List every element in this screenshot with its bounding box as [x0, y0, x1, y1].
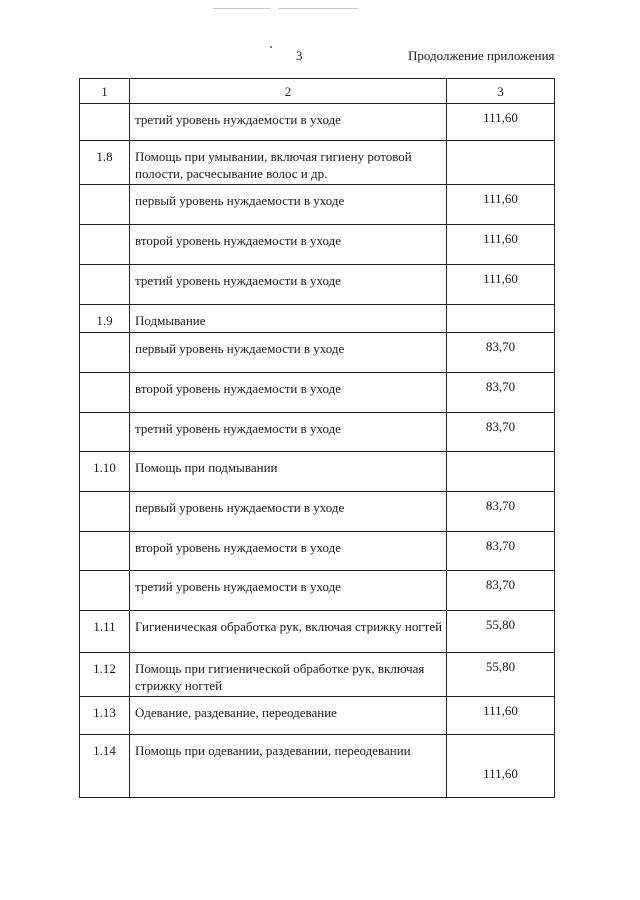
row-value: 111,60 — [447, 697, 555, 735]
table-row — [80, 735, 555, 798]
row-description: третий уровень нуждаемости в уходе — [130, 571, 447, 611]
table-row — [80, 185, 555, 225]
row-description: Гигиеническая обработка рук, включая стрижку ногтей — [130, 611, 447, 653]
row-value: 83,70 — [447, 333, 555, 373]
row-number: 1.13 — [80, 697, 130, 735]
tariff-table — [79, 78, 555, 798]
row-value: 55,80 — [447, 611, 555, 653]
row-number: 1.11 — [80, 611, 130, 653]
table-row — [80, 104, 555, 141]
row-value: 111,60 — [447, 225, 555, 265]
row-value — [447, 305, 555, 333]
row-number — [80, 104, 130, 141]
row-value — [447, 141, 555, 185]
table-row — [80, 492, 555, 532]
table-header-row — [80, 79, 555, 104]
row-description: второй уровень нуждаемости в уходе — [130, 532, 447, 571]
row-value: 83,70 — [447, 532, 555, 571]
row-number — [80, 532, 130, 571]
row-description: Помощь при умывании, включая гигиену ротовой полости, расчесывание волос и др. — [130, 141, 447, 185]
row-description: первый уровень нуждаемости в уходе — [130, 185, 447, 225]
row-value: 83,70 — [447, 413, 555, 452]
column-header: 2 — [130, 79, 447, 104]
table-row — [80, 305, 555, 333]
row-number — [80, 333, 130, 373]
row-value: 83,70 — [447, 571, 555, 611]
row-number — [80, 373, 130, 413]
row-description: второй уровень нуждаемости в уходе — [130, 373, 447, 413]
scan-speck — [270, 46, 272, 48]
table-row — [80, 333, 555, 373]
row-value: 111,60 — [447, 735, 555, 798]
row-value — [447, 452, 555, 492]
row-number: 1.10 — [80, 452, 130, 492]
table-row — [80, 265, 555, 305]
continuation-label: Продолжение приложения — [408, 48, 555, 63]
row-description: третий уровень нуждаемости в уходе — [130, 104, 447, 141]
row-value: 83,70 — [447, 492, 555, 532]
column-header: 1 — [80, 79, 130, 104]
row-number — [80, 492, 130, 532]
row-number — [80, 225, 130, 265]
row-number — [80, 185, 130, 225]
row-number: 1.9 — [80, 305, 130, 333]
row-number: 1.14 — [80, 735, 130, 798]
row-value: 111,60 — [447, 104, 555, 141]
row-number — [80, 571, 130, 611]
table-row — [80, 611, 555, 653]
row-number: 1.8 — [80, 141, 130, 185]
row-description: первый уровень нуждаемости в уходе — [130, 492, 447, 532]
row-value: 111,60 — [447, 265, 555, 305]
table-row — [80, 532, 555, 571]
row-description: Подмывание — [130, 305, 447, 333]
table-row — [80, 452, 555, 492]
row-number — [80, 265, 130, 305]
table-row — [80, 225, 555, 265]
row-description: второй уровень нуждаемости в уходе — [130, 225, 447, 265]
scan-artifact-line — [213, 8, 271, 9]
row-description: Помощь при гигиенической обработке рук, включая стрижку ногтей — [130, 653, 447, 697]
row-number: 1.12 — [80, 653, 130, 697]
table-row — [80, 413, 555, 452]
row-description: третий уровень нуждаемости в уходе — [130, 265, 447, 305]
row-number — [80, 413, 130, 452]
scan-artifact-line — [278, 8, 358, 9]
row-value: 111,60 — [447, 185, 555, 225]
row-description: третий уровень нуждаемости в уходе — [130, 413, 447, 452]
column-header: 3 — [447, 79, 555, 104]
table-row — [80, 697, 555, 735]
row-description: первый уровень нуждаемости в уходе — [130, 333, 447, 373]
row-description: Одевание, раздевание, переодевание — [130, 697, 447, 735]
table-row — [80, 141, 555, 185]
table-row — [80, 653, 555, 697]
table-row — [80, 373, 555, 413]
row-description: Помощь при одевании, раздевании, переодевании — [130, 735, 447, 798]
page-number: 3 — [296, 48, 303, 63]
row-value: 55,80 — [447, 653, 555, 697]
row-value: 83,70 — [447, 373, 555, 413]
row-description: Помощь при подмывании — [130, 452, 447, 492]
table-row — [80, 571, 555, 611]
